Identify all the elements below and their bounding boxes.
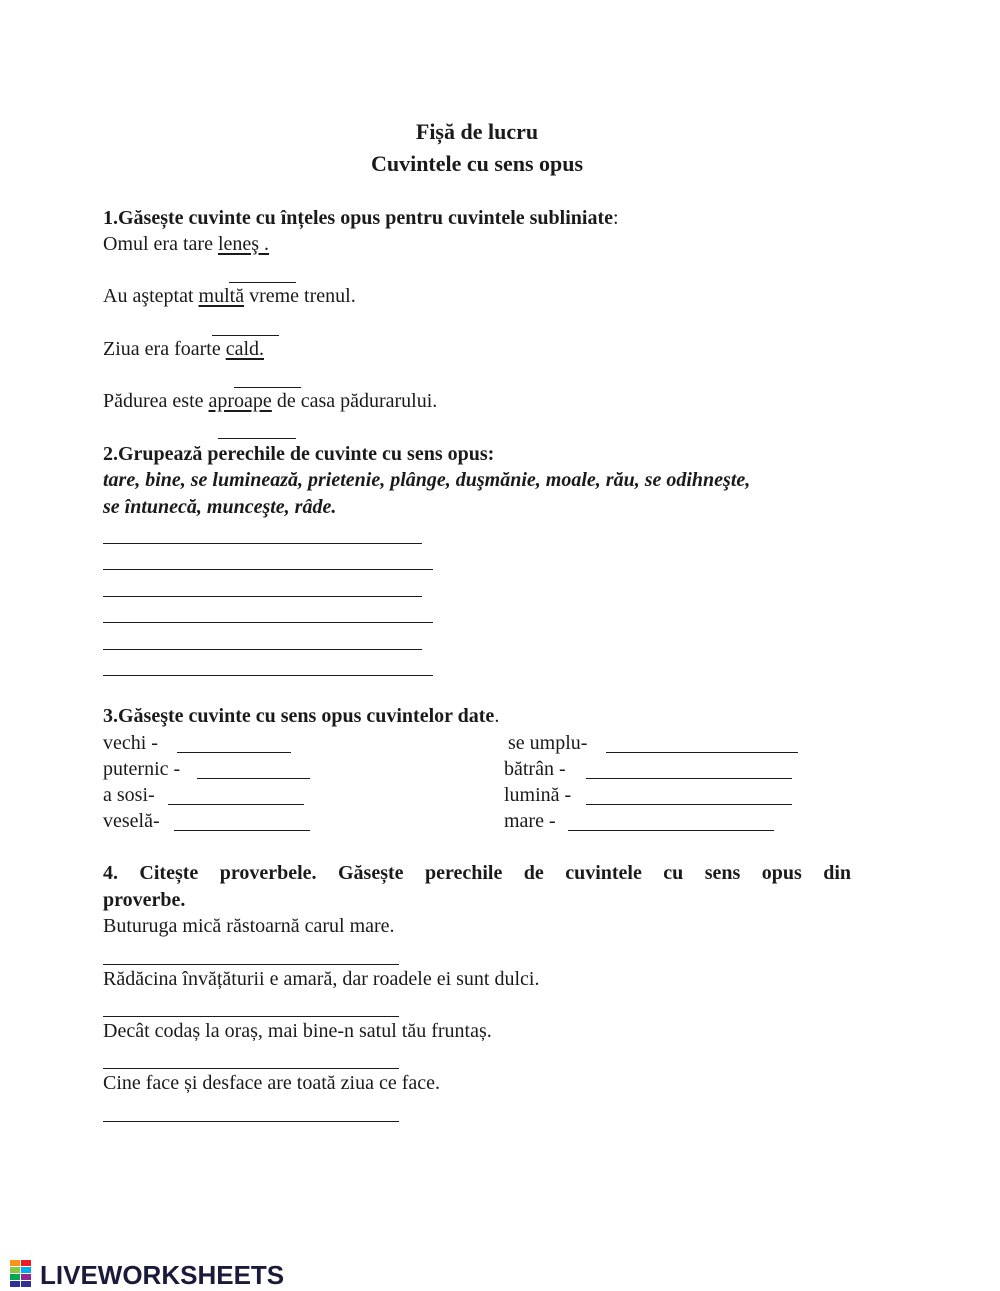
proverb: Cine face și desface are toată ziua ce face. [103,1072,440,1094]
answer-line[interactable] [103,622,433,623]
exercise-3-word: vechi - [103,732,158,754]
answer-line[interactable] [103,1121,399,1122]
answer-blank[interactable] [177,752,291,753]
exercise-4-heading-cont: proverbe. [103,889,186,911]
answer-blank[interactable] [212,335,279,336]
answer-line[interactable] [103,1068,399,1069]
answer-line[interactable] [103,543,422,544]
proverb: Rădăcina învățăturii e amară, dar roadele ei sunt dulci. [103,968,540,990]
exercise-3-word: se umplu- [508,732,588,754]
proverb: Decât codaș la oraș, mai bine-n satul tău fruntaș. [103,1020,492,1042]
answer-blank[interactable] [229,282,296,283]
answer-blank[interactable] [586,804,792,805]
answer-blank[interactable] [174,830,310,831]
answer-line[interactable] [103,675,433,676]
exercise-2-word-list: tare, bine, se luminează, prietenie, plânge, duşmănie, moale, rău, se odihneşte, [103,469,751,491]
answer-blank[interactable] [586,778,792,779]
exercise-4-heading: 4. Citește proverbele. Găsește perechile de cuvintele cu sens opus din [103,862,851,884]
answer-line[interactable] [103,964,399,965]
answer-blank[interactable] [234,387,301,388]
exercise-1-sentence: Pădurea este aproape de casa pădurarului. [103,390,438,412]
exercise-3-word: lumină - [504,784,572,806]
exercise-1-heading: 1.Găsește cuvinte cu înțeles opus pentru cuvintele subliniate: [103,207,619,229]
liveworksheets-logo-icon [10,1260,32,1288]
page-subtitle: Cuvintele cu sens opus [370,151,584,176]
answer-blank[interactable] [606,752,798,753]
liveworksheets-wordmark: LIVEWORKSHEETS [40,1260,285,1290]
answer-blank[interactable] [568,830,774,831]
exercise-1-sentence: Au aşteptat multă vreme trenul. [103,285,356,307]
answer-line[interactable] [103,569,433,570]
exercise-3-word: puternic - [103,758,181,780]
exercise-3-word: mare - [504,810,556,832]
answer-blank[interactable] [197,778,310,779]
exercise-3-heading: 3.Găseşte cuvinte cu sens opus cuvintelor date. [103,705,500,727]
proverb: Buturuga mică răstoarnă carul mare. [103,915,395,937]
exercise-3-word: veselă- [103,810,160,832]
exercise-3-word: bătrân - [504,758,566,780]
exercise-2-heading: 2.Grupează perechile de cuvinte cu sens opus: [103,443,495,465]
answer-line[interactable] [103,596,422,597]
answer-blank[interactable] [168,804,304,805]
exercise-1-sentence: Omul era tare leneş . [103,233,270,255]
answer-blank[interactable] [218,438,296,439]
answer-line[interactable] [103,649,422,650]
exercise-2-word-list: se întunecă, munceşte, râde. [103,496,337,518]
page-title: Fișă de lucru [415,119,539,144]
exercise-1-sentence: Ziua era foarte cald. [103,338,265,360]
answer-line[interactable] [103,1016,399,1017]
exercise-3-word: a sosi- [103,784,155,806]
